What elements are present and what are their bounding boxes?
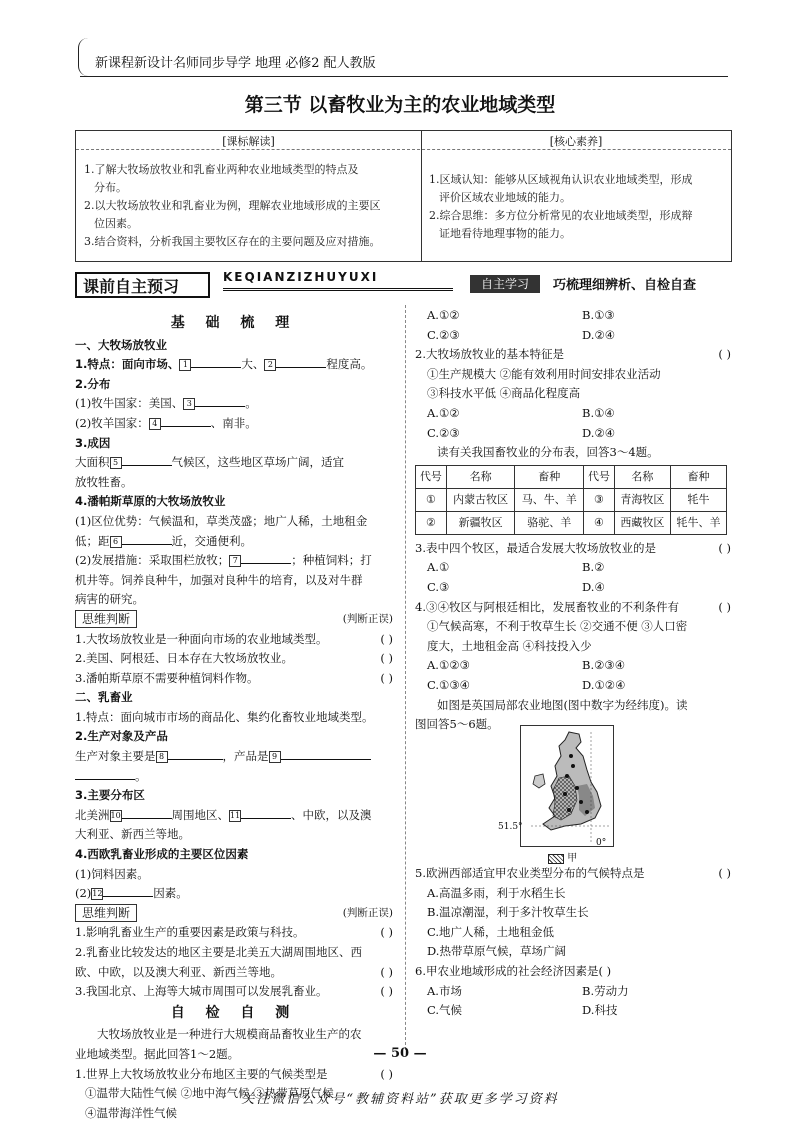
answer-paren[interactable]: ( ) [380,984,393,999]
choice-a[interactable]: A.高温多雨，利于水稻生长 [427,885,566,900]
text-line: 1.特点：面向城市市场的商品化、集约化畜牧业地域类型。 [75,709,374,724]
choice-row [415,578,731,598]
table-cell: 骆驼、羊 [515,511,584,534]
choice-row [415,982,731,1002]
text-line: 图回答5～6题。 [415,717,499,732]
choice-d[interactable]: D.②④ [582,327,616,342]
map-longitude-label: 0° [596,838,607,848]
answer-paren[interactable]: ( ) [598,963,612,978]
question: 5.欧洲西部适宜甲农业类型分布的气候特点是 ( ) [415,864,731,884]
subheading: 2.生产对象及产品 [75,729,168,744]
page-number: — 50 — [373,1046,427,1061]
standards-right-item: 证地看待地理事物的能力。 [439,227,571,240]
table-cell: 牦牛 [670,488,726,511]
page-title: 第三节 以畜牧业为主的农业地域类型 [244,94,556,116]
judge-item: 2.美国、阿根廷、日本存在大牧场放牧业。 ( ) [75,649,393,669]
fill-blank[interactable] [281,759,371,760]
choice-a[interactable]: A.①②③ [427,658,470,673]
text-line: (1)区位优势：气候温和，草类茂盛；地广人稀，土地租金 [75,513,368,528]
column-divider [405,305,406,1050]
choice-d[interactable]: D.热带草原气候，草场广阔 [427,944,566,959]
right-column [415,306,731,735]
fill-blank[interactable] [168,759,223,760]
banner-rule [223,288,453,291]
choice-d[interactable]: D.科技 [582,1003,618,1018]
choice-c[interactable]: C.②③ [427,327,460,342]
table-header-cell: 名称 [446,465,515,488]
banner-tag: 自主学习 [470,275,540,293]
standards-right-item: 1.区域认知：能够从区域视角认识农业地域类型，形成 [429,173,693,186]
fill-blank[interactable] [241,818,291,819]
fill-blank[interactable] [75,779,135,780]
map-legend: 甲 [548,849,577,864]
question-options: ①生产规模大 ②能有效利用时间安排农业活动 [427,366,661,381]
choice-row [415,404,731,424]
fill-blank[interactable] [122,544,172,545]
standards-left-heading: [课标解读] [222,135,275,148]
ireland-fragment [533,774,545,788]
table-cell: 牦牛、羊 [670,511,726,534]
choice-d[interactable]: D.②④ [582,425,616,440]
choice-row [415,306,731,326]
table-header-cell: 畜种 [670,465,726,488]
think-judge-header: 思维判断 (判断正误) [75,610,393,630]
subheading: 2.分布 [75,376,111,391]
subheading: 3.主要分布区 [75,788,145,803]
text-line: 如图是英国局部农业地图(图中数字为经纬度)。读 [437,697,688,712]
text-line: 机井等。饲养良种牛，加强对良种牛的培育，以及对牛群 [75,572,363,587]
text-line: (2)牧羊国家： 4 、南非。 [75,415,257,430]
self-test-heading: 自 检 自 测 [170,1004,298,1021]
choice-row [415,656,731,676]
text-line: 病害的研究。 [75,592,144,607]
text-line: 放牧牲畜。 [75,474,133,489]
question-options: ④温带海洋性气候 [85,1105,177,1120]
section-banner [75,272,730,300]
judge-item: 欧、中欧，以及澳大利亚、新西兰等地。 ( ) [75,963,393,983]
fill-blank[interactable] [195,406,245,407]
choice-d[interactable]: D.①②④ [582,677,626,692]
banner-title: 课前自主预习 [75,272,210,298]
table-cell: 马、牛、羊 [515,488,584,511]
standards-left-item: 2.以大牧场放牧业和乳畜业为例，理解农业地域形成的主要区 [84,199,381,212]
basic-heading: 基 础 梳 理 [170,315,298,331]
table-cell: ① [416,488,447,511]
text-line: 。 [75,767,393,787]
judge-item: 1.影响乳畜业生产的重要因素是政策与科技。 ( ) [75,923,393,943]
answer-paren[interactable]: ( ) [718,866,731,880]
left-column [75,312,393,1123]
choice-c[interactable]: C.③ [427,579,450,594]
text-line: (2)12 因素。 [75,886,188,901]
fill-blank[interactable] [241,563,291,564]
choice-row [415,558,731,578]
choice-c[interactable]: C.②③ [427,425,460,440]
subheading: 4.西欧乳畜业形成的主要区位因素 [75,847,249,862]
standards-left-list [84,161,419,251]
table-cell: 新疆牧区 [446,511,515,534]
answer-paren[interactable]: ( ) [718,540,731,555]
standards-right-heading: [核心素养] [549,135,603,148]
standards-header-rule [76,149,731,150]
answer-paren[interactable]: ( ) [380,964,393,979]
section-heading: 二、乳畜业 [75,690,133,705]
map-latitude-label: 51.5° [498,822,523,832]
question-options: ③科技水平低 ④商品化程度高 [427,386,581,401]
choice-row [415,326,731,346]
choice-c[interactable]: C.①③④ [427,677,470,692]
question: 3.表中四个牧区，最适合发展大牧场放牧业的是 ( ) [415,539,731,559]
fill-blank[interactable] [161,426,211,427]
table-header-cell: 代号 [584,465,615,488]
standards-left-item: 3.结合资料，分析我国主要牧区存在的主要问题及应对措施。 [84,235,381,248]
fill-blank[interactable] [103,896,153,897]
fill-blank[interactable] [122,465,172,466]
map-drawing [521,726,613,846]
table-row [416,488,727,511]
choice-b[interactable]: B.② [582,560,605,575]
answer-paren[interactable]: ( ) [380,631,393,646]
judge-item: 3.我国北京、上海等大城市周围可以发展乳畜业。 ( ) [75,982,393,1002]
right-column-bottom [415,864,731,1021]
footer-note: 关注微信公众号“教辅资料站”获取更多学习资料 [241,1092,559,1107]
table-header-row [416,465,727,488]
table-cell: ③ [584,488,615,511]
standards-divider [421,131,422,261]
text-line: 大牧场放牧业是一种进行大规模商品畜牧业生产的农 [97,1027,362,1042]
standards-right-item: 评价区域农业地域的能力。 [439,191,571,204]
question-options: 度大，土地租金高 ④科技投入少 [427,638,592,653]
text-line: 生产对象主要是 8 ，产品是 9 [75,747,393,767]
section-heading: 一、大牧场放牧业 [75,337,167,352]
answer-paren[interactable]: ( ) [380,651,393,666]
text-line: 1.特点：面向市场、 1 大、 2 程度高。 [75,357,373,372]
choice-b[interactable]: B.①④ [582,405,615,420]
table-cell: ④ [584,511,615,534]
question-options: ①温带大陆性气候 ②地中海气候 ③热带草原气候 [85,1086,334,1101]
table-cell: 西藏牧区 [614,511,670,534]
question-options: ①气候高寒，不利于牧草生长 ②交通不便 ③人口密 [427,619,688,634]
answer-paren[interactable]: ( ) [380,1066,393,1081]
standards-right-list [429,171,729,243]
fill-blank[interactable] [191,367,241,368]
choice-a[interactable]: A.①② [427,405,460,420]
text-line: 业地域类型。据此回答1～2题。 [75,1046,240,1061]
choice-row [415,676,731,696]
fill-blank[interactable] [276,367,326,368]
judge-item: 3.潘帕斯草原不需要种植饲料作物。 ( ) [75,669,393,689]
standards-box [75,130,732,262]
banner-slogan: 巧梳理细辨析、自检自查 [553,278,697,293]
choice-row [415,1001,731,1021]
question: 1.世界上大牧场放牧业分布地区主要的气候类型是 ( ) [75,1065,393,1085]
answer-paren[interactable]: ( ) [718,347,731,362]
text-line: 读有关我国畜牧业的分布表，回答3～4题。 [437,445,659,460]
table-cell: ② [416,511,447,534]
table-row [416,511,727,534]
choice-b[interactable]: B.①③ [582,308,615,322]
standards-left-item: 位因素。 [94,217,138,230]
choice-c[interactable]: C.地广人稀，土地租金低 [427,924,555,939]
standards-right-item: 2.综合思维：多方位分析常见的农业地域类型，形成辩 [429,209,693,222]
choice-a[interactable]: A.① [427,560,450,575]
text-line: (2)发展措施：采取围栏放牧； 7 ；种植饲料；打 [75,553,372,568]
think-judge-header: 思维判断 (判断正误) [75,904,393,924]
series-header: 新课程新设计名师同步导学 地理 必修2 配人教版 [95,56,376,71]
text-line: 北美洲10 周围地区、11 、中欧，以及澳 [75,807,372,822]
judge-item: 2.乳畜业比较发达的地区主要是北美五大湖周围地区、西 [75,945,362,959]
choice-a[interactable]: A.①② [427,308,460,322]
answer-paren[interactable]: ( ) [380,670,393,685]
table-header-cell: 代号 [416,465,447,488]
question: 4.③④牧区与阿根廷相比，发展畜牧业的不利条件有 ( ) [415,598,731,618]
judge-item: 1.大牧场放牧业是一种面向市场的农业地域类型。 ( ) [75,630,393,650]
standards-left-item: 1.了解大牧场放牧业和乳畜业两种农业地域类型的特点及 [84,163,359,176]
fill-blank[interactable] [122,818,172,819]
banner-pinyin: KEQIANZIZHUYUXI [223,270,379,284]
text-line: 低；距 6 近，交通便利。 [75,533,252,548]
standards-left-item: 分布。 [94,181,127,194]
table-cell: 内蒙古牧区 [446,488,515,511]
choice-a[interactable]: A.市场 [427,983,462,998]
header-curve [78,38,89,76]
header-rule [80,76,728,77]
choice-b[interactable]: B.②③④ [582,658,626,673]
text-line: (1)牧牛国家：美国、 3 。 [75,396,257,411]
table-header-cell: 名称 [614,465,670,488]
choice-b[interactable]: B.温凉潮湿，利于多汁牧草生长 [427,905,589,920]
answer-paren[interactable]: ( ) [380,925,393,940]
question: 6.甲农业地域形成的社会经济因素是( ) [415,963,612,978]
choice-d[interactable]: D.④ [582,579,605,594]
subheading: 4.潘帕斯草原的大牧场放牧业 [75,494,226,509]
text-line: 大面积 5 气候区，这些地区草场广阔，适宜 [75,455,344,470]
subheading: 3.成因 [75,435,111,450]
answer-paren[interactable]: ( ) [718,599,731,614]
uk-agriculture-map [520,725,614,847]
text-line: 大利亚、新西兰等地。 [75,827,190,842]
table-cell: 青海牧区 [614,488,670,511]
choice-row [415,424,731,444]
pastoral-table [415,465,727,535]
choice-b[interactable]: B.劳动力 [582,983,629,998]
question: 2.大牧场放牧业的基本特征是 ( ) [415,345,731,365]
table-header-cell: 畜种 [515,465,584,488]
text-line: (1)饲料因素。 [75,866,149,881]
choice-c[interactable]: C.气候 [427,1003,463,1018]
legend-swatch [548,854,564,864]
